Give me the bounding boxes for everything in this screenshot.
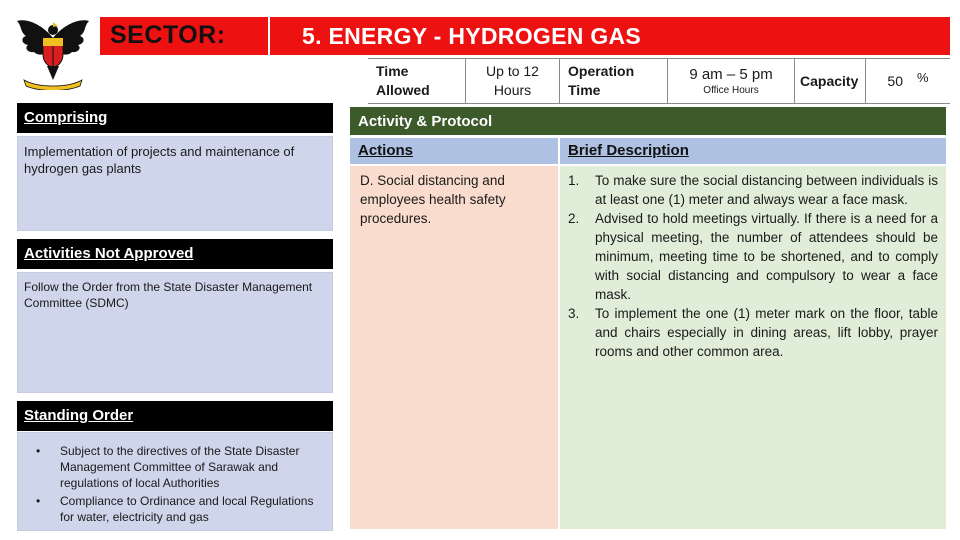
operation-label-line-1: Operation xyxy=(568,63,635,79)
description-item-text: To implement the one (1) meter mark on the floor, table and chairs especially in dining areas, lift lobby, prayer rooms and other common area. xyxy=(595,306,938,359)
action-text: D. Social distancing and employees health safety procedures. xyxy=(360,173,506,226)
comprising-body xyxy=(17,136,333,231)
operation-time-label xyxy=(559,59,667,103)
operation-label-line-2: Time xyxy=(568,82,601,98)
brief-description-heading: Brief Description xyxy=(560,138,946,164)
activities-not-approved-heading: Activities Not Approved xyxy=(17,239,333,269)
banner-divider xyxy=(268,17,270,55)
actions-heading: Actions xyxy=(350,138,558,164)
description-list xyxy=(568,171,938,361)
time-allowed-label xyxy=(368,59,465,103)
operation-note: Office Hours xyxy=(703,85,759,96)
description-item-number: 1. xyxy=(568,173,580,188)
sector-banner xyxy=(100,17,950,55)
activities-not-approved-body xyxy=(17,272,333,393)
capacity-value-cell xyxy=(865,59,950,103)
standing-order-item: • Subject to the directives of the State Disaster Management Committee of Sarawak and regulations of local Authorities xyxy=(24,443,326,491)
time-allowed-label-line-2: Allowed xyxy=(376,82,430,98)
description-item xyxy=(568,171,938,209)
standing-order-list xyxy=(24,443,326,525)
capacity-label: Capacity xyxy=(800,72,859,89)
description-item xyxy=(568,304,938,361)
comprising-heading: Comprising xyxy=(17,103,333,133)
description-item-number: 2. xyxy=(568,211,580,226)
sector-title: 5. ENERGY - HYDROGEN GAS xyxy=(302,23,642,49)
description-item-text: Advised to hold meetings virtually. If there is a need for a physical meeting, the number of attendees should be minimum, meeting time to be shortened, and to comply with social distancing and compulsory to wear a face mask. xyxy=(595,211,938,302)
activities-not-approved-text: Follow the Order from the State Disaster Management Committee (SDMC) xyxy=(24,280,313,310)
capacity-label-cell xyxy=(794,59,865,103)
operation-hours: 9 am – 5 pm xyxy=(689,66,773,83)
standing-order-item: • Compliance to Ordinance and local Regulations for water, electricity and gas xyxy=(24,493,326,525)
sarawak-coat-of-arms-icon xyxy=(14,8,92,90)
description-item xyxy=(568,209,938,304)
activity-protocol-heading: Activity & Protocol xyxy=(350,107,946,135)
time-allowed-label-line-1: Time xyxy=(376,63,409,79)
description-item-text: To make sure the social distancing between individuals is at least one (1) meter and always wear a face mask. xyxy=(595,173,938,207)
info-row xyxy=(368,58,950,104)
description-item-number: 3. xyxy=(568,306,580,321)
sector-label: SECTOR: xyxy=(110,21,226,49)
standing-order-heading: Standing Order xyxy=(17,401,333,431)
description-body xyxy=(560,166,946,529)
capacity-unit: % xyxy=(917,69,929,85)
capacity-value: 50 xyxy=(887,73,903,89)
time-allowed-value-line-2: Hours xyxy=(493,82,532,98)
time-allowed-value-line-1: Up to 12 xyxy=(486,63,539,79)
standing-order-body xyxy=(17,432,333,531)
comprising-text: Implementation of projects and maintenance of hydrogen gas plants xyxy=(24,144,295,176)
actions-body xyxy=(350,166,558,529)
time-allowed-value xyxy=(465,59,559,103)
operation-time-value xyxy=(667,59,794,103)
